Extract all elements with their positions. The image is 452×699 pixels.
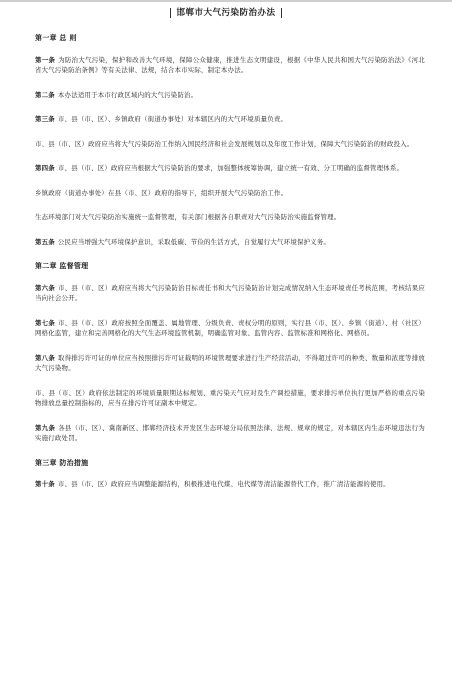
article-number: 第五条	[35, 237, 55, 246]
article-paragraph	[35, 388, 425, 409]
article-paragraph	[35, 163, 425, 174]
page-top-rule	[0, 0, 452, 2]
article-text: 各县（市、区）、冀南新区、邯郸经济技术开发区生态环境分局依照法律、法规、规章的规定，对本辖区内生态环境违法行为实施行政处罚。	[35, 423, 425, 442]
article-text: 市、县（市、区）政府依法制定的环境质量限期达标规划、重污染天气应对及生产调控措施，要求排污单位执行更加严格的重点污染物排放总量控制指标的，应当在排污许可证副本中规定。	[35, 388, 425, 407]
document-body	[35, 20, 425, 504]
chapter-heading: 第二章 监督管理	[35, 262, 89, 270]
article-paragraph	[35, 479, 425, 490]
article-number: 第一条	[35, 55, 56, 64]
article-paragraph	[35, 114, 425, 125]
article-text: 生态环境部门对大气污染防治实施统一监督管理，有关部门根据各自职责对大气污染防治实施监督管理。	[35, 213, 341, 221]
article-text: 市、县（市、区）政府按照全面覆盖、属地管理、分级负责、责权分明的原则，实行县（市、区）、乡镇（街道）、村（社区）网格化监管，建立和完善网格化的大气生态环境监管机制，明确监管对象、监管内容、监管标准和网格化、网格员。	[35, 318, 425, 337]
article-paragraph	[35, 353, 425, 374]
document-title-text: 邯郸市大气污染防治办法	[170, 8, 281, 18]
article-text: 市、县（市、区）政府应当调整能源结构，积极推进电代煤、电代煤等清洁能源替代工作，推广清洁能源的使用。	[57, 480, 390, 488]
article-paragraph	[35, 55, 425, 76]
article-paragraph	[35, 212, 425, 223]
article-number: 第八条	[35, 353, 56, 362]
document-title	[0, 6, 452, 18]
chapter-heading: 第一章 总 则	[35, 34, 77, 42]
article-text: 乡镇政府（街道办事处）在县（市、区）政府的指导下，组织开展大气污染防治工作。	[35, 188, 288, 197]
article-paragraph	[35, 423, 425, 444]
article-number: 第二条	[35, 90, 55, 99]
article-paragraph	[35, 237, 425, 248]
article-text: 市、县（市、区）政府应当将大气污染防治工作纳入国民经济和社会发展规划以及年度工作计划，保障大气污染防治的财政投入。	[35, 139, 414, 148]
chapter-heading: 第三章 防治措施	[35, 458, 89, 467]
article-number: 第十条	[35, 480, 55, 488]
article-number: 第三条	[35, 115, 55, 123]
article-text: 为防治大气污染，保护和改善大气环境，保障公众健康，推进生态文明建设，根据《中华人民共和国大气污染防治法》《河北省大气污染防治条例》等有关法律、法规，结合本市实际，制定本办法。	[35, 55, 425, 74]
article-text: 取得排污许可证的单位应当按照排污许可证载明的环境管理要求进行生产经营活动，不得超过许可的种类、数量和浓度等排放大气污染物。	[35, 353, 426, 372]
article-text: 本办法适用于本市行政区域内的大气污染防治。	[57, 90, 198, 99]
article-number: 第七条	[35, 318, 56, 327]
article-number: 第四条	[35, 164, 55, 172]
article-text: 公民应当增强大气环境保护意识，采取低碳、节俭的生活方式，自觉履行大气环境保护义务。	[57, 237, 331, 246]
article-paragraph	[35, 90, 425, 101]
article-text: 市、县（市、区）政府应当根据大气污染防治的要求，加强整体统筹协调，建立统一有效、分工明确的监督管理体系。	[57, 164, 404, 172]
article-paragraph	[35, 139, 425, 150]
article-paragraph	[35, 283, 425, 304]
article-paragraph	[35, 318, 425, 339]
article-number: 第九条	[35, 423, 56, 432]
article-text: 市、县（市、区）政府应当将大气污染防治目标责任书和大气污染防治计划完成情况纳入生态环境责任考核范围，考核结果应当向社会公开。	[35, 283, 426, 302]
article-number: 第六条	[35, 283, 56, 292]
article-paragraph	[35, 188, 425, 199]
article-text: 市、县（市、区）、乡镇政府（街道办事处）对本辖区内的大气环境质量负责。	[57, 115, 288, 123]
